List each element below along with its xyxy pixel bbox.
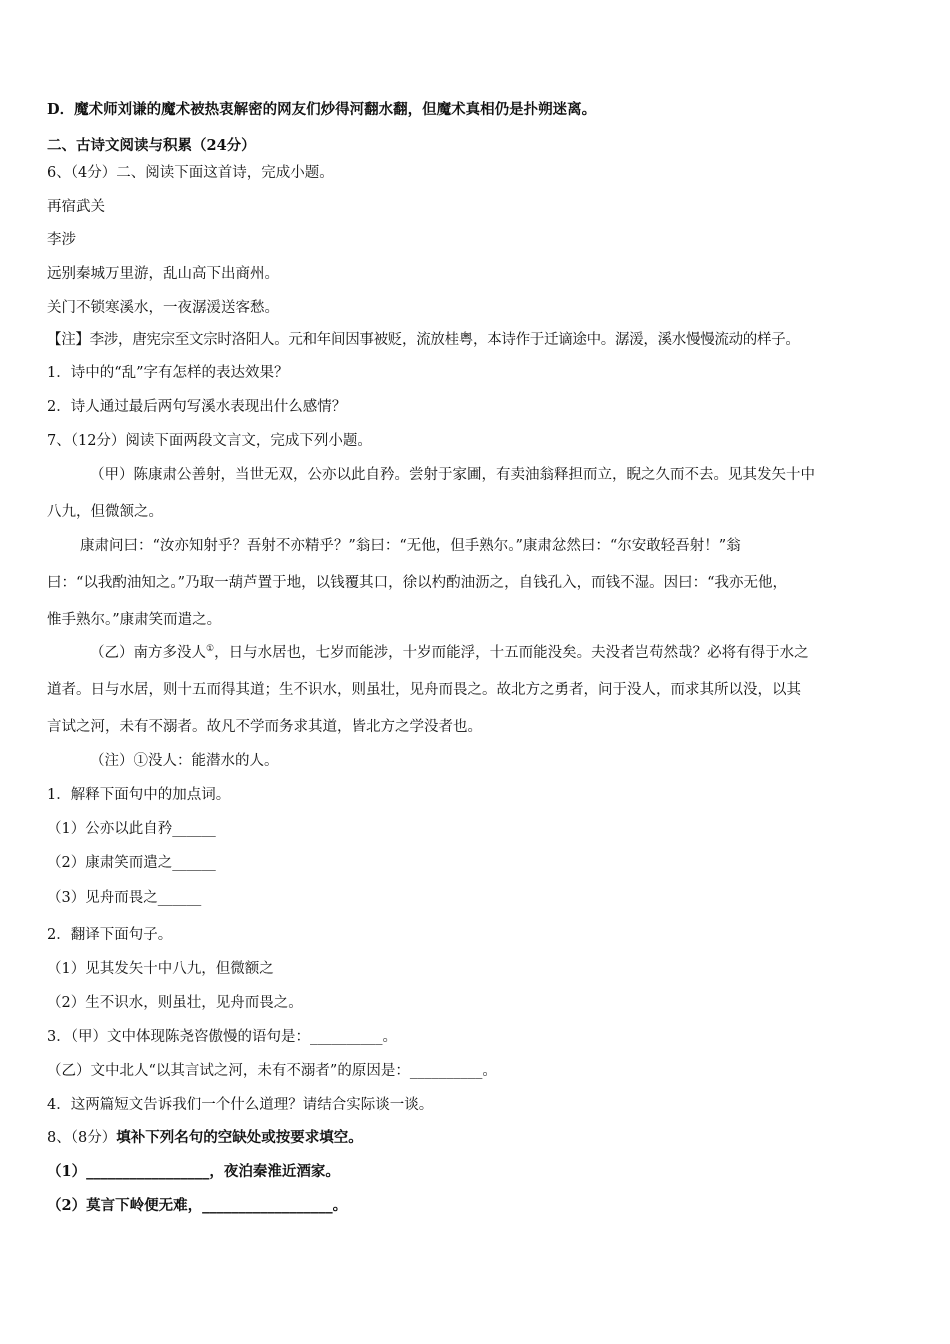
q7-sub-1: 1．解释下面句中的加点词。 (47, 787, 231, 803)
q7-sub-2-item-1: （1）见其发矢十中八九，但微额之 (47, 961, 274, 977)
q7-sub-1-item-1: （1）公亦以此自矜______ (47, 821, 216, 837)
poem-line-1: 远别秦城万里游，乱山高下出商州。 (47, 266, 279, 282)
passage-b-note: （注）①没人：能潜水的人。 (90, 753, 279, 769)
q7-sub-3-a: 3．（甲）文中体现陈尧咨傲慢的语句是：__________。 (47, 1029, 397, 1045)
q7-sub-2-item-2: （2）生不识水，则虽壮，见舟而畏之。 (47, 995, 303, 1011)
q6-sub-1: 1．诗中的“乱”字有怎样的表达效果？ (47, 365, 289, 381)
poem-line-2: 关门不锁寒溪水，一夜潺湲送客愁。 (47, 300, 279, 316)
footnote-marker: ① (206, 644, 215, 655)
question-8-instruction: 填补下列名句的空缺处或按要求填空。 (116, 1129, 363, 1146)
poem-note: 【注】李涉，唐宪宗至文宗时洛阳人。元和年间因事被贬，流放桂粤，本诗作于迁谪途中。潺湲，溪水慢慢流动的样子。 (47, 332, 800, 348)
passage-b-line-2: 道者。日与水居，则十五而得其道；生不识水，则虽壮，见舟而畏之。故北方之勇者，问于没人，而求其所以没，以其 (47, 682, 801, 698)
passage-b-line-3: 言试之河，未有不溺者。故凡不学而务求其道，皆北方之学没者也。 (47, 719, 482, 735)
q7-sub-1-item-3: （3）见舟而畏之______ (47, 890, 202, 906)
poem-author: 李涉 (47, 232, 76, 248)
passage-a-line-2: 八九，但微颔之。 (47, 504, 163, 520)
q7-sub-1-item-2: （2）康肃笑而遣之______ (47, 855, 216, 871)
passage-a-line-5: 惟手熟尔。”康肃笑而遣之。 (47, 612, 222, 628)
q7-sub-3-b: （乙）文中北人“以其言试之河，未有不溺者”的原因是：__________。 (47, 1063, 497, 1079)
passage-a-line-3: 康肃问曰：“汝亦知射乎？吾射不亦精乎？”翁曰：“无他，但手熟尔。”康肃忿然曰：“尔安敢轻吾射！”翁 (80, 538, 741, 554)
passage-b-text-a: （乙）南方多没人 (90, 645, 206, 661)
passage-a-line-1: （甲）陈康肃公善射，当世无双，公亦以此自矜。尝射于家圃，有卖油翁释担而立，睨之久而不去。见其发矢十中 (90, 467, 815, 483)
q7-sub-2: 2．翻译下面句子。 (47, 927, 173, 943)
section-heading: 二、古诗文阅读与积累（24分） (47, 137, 256, 154)
option-d: D．魔术师刘谦的魔术被热衷解密的网友们炒得河翻水翻，但魔术真相仍是扑朔迷离。 (47, 101, 597, 118)
question-8-title (47, 1128, 363, 1148)
question-8-number: 8、（8分） (47, 1130, 117, 1146)
question-7-title: 7、（12分）阅读下面两段文言文，完成下列小题。 (47, 433, 372, 449)
q6-sub-2: 2．诗人通过最后两句写溪水表现出什么感情？ (47, 399, 347, 415)
passage-b-line-1 (90, 643, 809, 663)
passage-a-line-4: 曰：“以我酌油知之。”乃取一葫芦置于地，以钱覆其口，徐以杓酌油沥之，自钱孔入，而钱不湿。因曰：“我亦无他， (47, 575, 787, 591)
q8-item-1: （1）_________________，夜泊秦淮近酒家。 (47, 1163, 340, 1180)
poem-title: 再宿武关 (47, 199, 105, 215)
q8-item-2: （2）莫言下岭便无难，__________________。 (47, 1197, 348, 1214)
question-6-title: 6、（4分）二、阅读下面这首诗，完成小题。 (47, 165, 334, 181)
q7-sub-4: 4．这两篇短文告诉我们一个什么道理？请结合实际谈一谈。 (47, 1097, 434, 1113)
passage-b-text-b: ，日与水居也，七岁而能涉，十岁而能浮，十五而能没矣。夫没者岂苟然哉？必将有得于水之 (214, 645, 809, 661)
